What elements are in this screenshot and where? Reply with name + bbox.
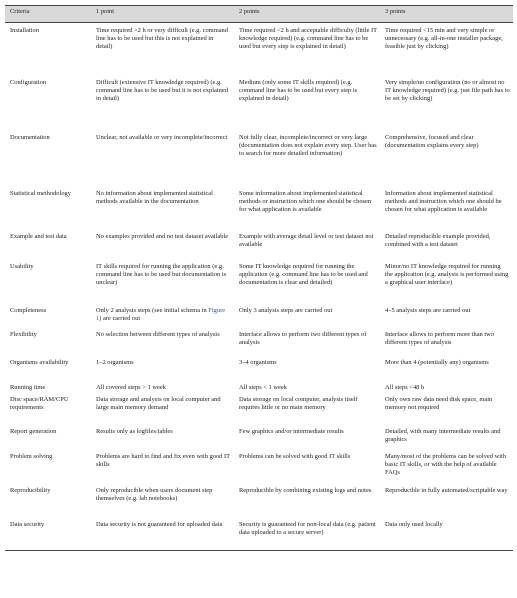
one-point-cell: Problems are hard to find and fix even with good IT skills	[96, 452, 230, 468]
three-points-cell: Detailed, with many intermediate results and graphics	[385, 427, 501, 443]
two-points-cell: Some IT knowledge required for running the application (e.g. command line has to be used and documentation is clear and detailed)	[239, 262, 368, 286]
two-points-cell: Example with average detail level or test dataset not available	[239, 232, 374, 248]
table-row	[5, 521, 513, 551]
three-points-cell: 4–5 analysis steps are carried out	[385, 306, 471, 314]
criterion-cell: Problem solving	[10, 452, 53, 460]
table-row	[5, 359, 513, 384]
one-point-cell: Data security is not guaranteed for uploaded data	[91, 521, 234, 551]
one-point-cell: No information about implemented statistical methods available in the documentation	[96, 189, 213, 205]
table-row	[5, 233, 513, 263]
three-points-cell: Minor/no IT knowledge required for running the application (e.g. analysis is performed using a graphical user interface)	[385, 262, 509, 286]
three-points-cell: Reproducible in fully automated/scriptable way	[385, 486, 508, 494]
three-points-cell: Many/most of the problems can be solved with basic IT skills, or with the help of available FAQs	[385, 452, 507, 476]
one-point-cell: Difficult (extensive IT knowledge required) (e.g. command line has to be used but it is not explained in detail)	[96, 78, 228, 102]
two-points-cell: Data storage on local computer, analysis itself requires little or no main memory	[239, 395, 358, 411]
three-points-cell: Time required <15 min and very simple or unnecessary (e.g. all-in-one installer package, feasible just by clicking)	[385, 27, 503, 51]
one-point-cell: Only reproducible when users document step themselves (e.g. lab notebooks)	[96, 486, 213, 502]
two-points-cell: 3–4 organisms	[239, 358, 277, 366]
two-points-cell: Problems can be solved with good IT skills	[239, 452, 351, 460]
criterion-cell: Disc space/RAM/CPU requirements	[10, 395, 69, 411]
two-points-cell: Medium (only some IT skills required) (e.g. command line has to be used but every step is explained in detail)	[239, 78, 358, 102]
criterion-cell: Installation	[10, 27, 39, 34]
three-points-cell: More than 4 (potentially any) organisms	[385, 358, 489, 366]
criterion-cell: Report generation	[10, 427, 57, 435]
two-points-cell: Few graphics and/or intermediate results	[239, 427, 344, 435]
two-points-cell: All steps < 1 week	[239, 383, 287, 391]
three-points-cell: Interface allows to perform more than two different types of analysis	[385, 330, 495, 346]
table-row	[5, 79, 513, 134]
table-row	[5, 331, 513, 359]
three-points-cell: Information about implemented statistical methods and instruction which one should be chosen for what application is available	[385, 189, 502, 213]
completeness-text-start: Only 2 analysis steps (see initial schema in	[96, 306, 209, 314]
two-points-cell: Security is guaranteed for non-local data (e.g. patient data uploaded to a secure server)	[234, 521, 380, 551]
three-points-cell: Data only used locally	[380, 521, 513, 551]
two-points-cell: Not fully clear, incomplete/incorrect or very large (documentation does not explain every step. User has to search for more detailed information)	[239, 133, 377, 157]
one-point-cell: No examples provided and no test dataset available	[96, 232, 229, 240]
one-point-cell: Results only as logfiles/tables	[96, 427, 173, 435]
table-row	[5, 487, 513, 521]
criterion-cell: Running time	[10, 383, 46, 391]
criterion-cell: Example and test data	[10, 232, 67, 240]
table-row	[5, 263, 513, 307]
three-points-cell: Comprehensive, focused and clear (documentation explains every step)	[385, 133, 479, 149]
one-point-cell: Unclear, not available or very incomplete/incorrect	[96, 133, 228, 141]
table-row	[5, 134, 513, 190]
criterion-cell: Reproducibility	[10, 486, 51, 494]
header-3-points: 3 points	[380, 6, 513, 23]
three-points-cell: All steps <48 h	[385, 383, 425, 391]
one-point-cell: IT skills required for running the application (e.g. command line has to be used but documentation is unclear)	[96, 262, 227, 286]
criteria-document	[5, 5, 513, 551]
table-row	[5, 453, 513, 487]
criterion-cell: Data security	[5, 521, 91, 551]
table-row	[5, 396, 513, 428]
three-points-cell: Only own raw data need disk space, main memory not required	[385, 395, 493, 411]
one-point-cell: 1–2 organisms	[96, 358, 134, 366]
three-points-cell: Detailed reproducible example provided, combined with a test dataset	[385, 232, 491, 248]
table-header-row	[5, 6, 513, 23]
table-row	[5, 190, 513, 233]
completeness-text-end: ) are carried out	[99, 314, 141, 322]
criteria-table	[5, 5, 513, 551]
two-points-cell: Interface allows to perform two different types of analysis	[239, 330, 367, 346]
two-points-cell: Some information about implemented statistical methods or instruction which one should be chosen for what application is available	[239, 189, 372, 213]
criterion-cell: Statistical methodology	[10, 189, 71, 197]
table-row	[5, 428, 513, 453]
table-row	[5, 307, 513, 331]
table-row	[5, 23, 513, 79]
three-points-cell: Very simple/no configuration (no or almost no IT knowledge required) (e.g. just file path has to be set by clicking)	[385, 78, 510, 102]
one-point-cell	[91, 307, 234, 331]
table-row	[5, 384, 513, 396]
criterion-cell: Organisms availability	[10, 358, 69, 366]
criterion-cell: Completeness	[10, 306, 47, 314]
two-points-cell: Time required <2 h and acceptable difficulty (little IT knowledge required) (e.g. command line has to be used but every step is explained in detail)	[239, 27, 377, 51]
two-points-cell: Reproducible by combining existing logs and notes	[239, 486, 372, 494]
criterion-cell: Usability	[10, 262, 34, 270]
figure-1-link[interactable]: Figure 1	[96, 306, 226, 322]
one-point-cell: Data storage and analysis on local computer and large main memory demand	[96, 395, 221, 411]
one-point-cell: No selection between different types of analysis	[96, 330, 220, 338]
criterion-cell: Documentation	[10, 133, 50, 141]
header-2-points: 2 points	[234, 6, 380, 23]
one-point-cell: Time required >2 h or very difficult (e.g. command line has to be used but this is not explained in detail)	[96, 27, 228, 51]
criterion-cell: Configuration	[10, 78, 47, 86]
criterion-cell: Flexibility	[10, 330, 37, 338]
one-point-cell: All covered steps > 1 week	[96, 383, 166, 391]
header-1-point: 1 point	[91, 6, 234, 23]
header-criteria: Criteria	[5, 6, 91, 23]
two-points-cell: Only 3 analysis steps are carried out	[239, 306, 333, 314]
